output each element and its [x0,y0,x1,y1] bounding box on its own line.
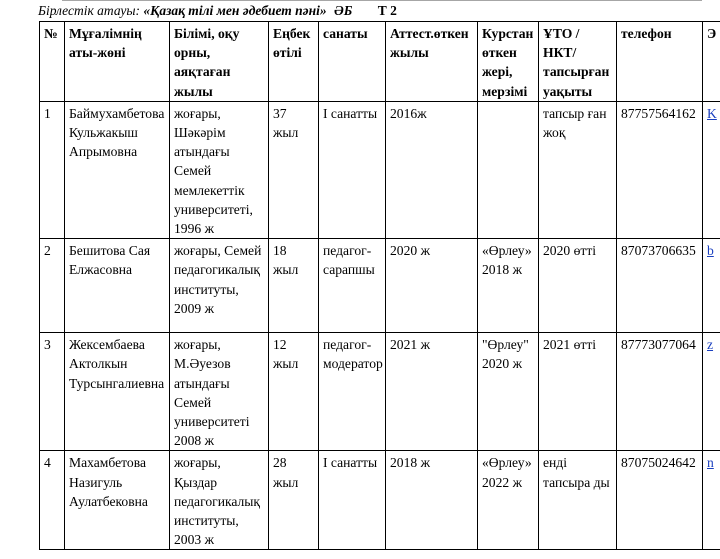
cell-email[interactable] [703,239,720,333]
cell-exam: енді тапсыра ды [539,451,617,550]
cell-education: жоғары, Қыздар педагогикалық институты, 2003 ж [170,451,269,550]
header-email: Э [703,22,720,102]
email-link[interactable]: n [707,455,714,471]
cell-experience: 18 жыл [269,239,319,333]
cell-experience: 28 жыл [269,451,319,550]
cell-teacher-name: Жексембаева Актолкын Турсынгалиевна [65,333,170,451]
caption-group: ӘБ [334,3,353,18]
cell-course: «Өрлеу» 2018 ж [478,239,539,333]
cell-teacher-name: Махамбетова Назигуль Аулатбековна [65,451,170,550]
cell-teacher-name: Баймухамбетова Кульжакыш Апрымовна [65,101,170,238]
cell-attestation: 2018 ж [386,451,478,550]
email-link[interactable]: b [707,243,714,259]
cell-category: педагог-сарапшы [319,239,386,333]
caption-label: Бірлестік атауы: [38,3,141,18]
header-exam: ҰТО /НКТ/ тапсырған уақыты [539,22,617,102]
cell-number: 3 [40,333,65,451]
table-row [40,101,720,238]
table-header-row [40,22,720,102]
cell-email[interactable] [703,101,720,238]
cell-education: жоғары, М.Әуезов атындағы Семей университеті 2008 ж [170,333,269,451]
cell-attestation: 2020 ж [386,239,478,333]
document-caption [38,3,397,19]
cell-exam: тапсыр ған жоқ [539,101,617,238]
caption-subject: «Қазақ тілі мен әдебиет пәні» [143,3,327,18]
email-link[interactable]: z [707,337,714,353]
cell-teacher-name: Бешитова Сая Елжасовна [65,239,170,333]
cell-category: І санатты [319,101,386,238]
cell-education: жоғары, Семей педагогикалық институты, 2009 ж [170,239,269,333]
cell-exam: 2021 өтті [539,333,617,451]
cell-phone: 87073706635 [617,239,703,333]
cell-phone: 87075024642 [617,451,703,550]
cell-phone: 87773077064 [617,333,703,451]
caption-title: Т 2 [377,3,397,18]
cell-email[interactable] [703,333,720,451]
cell-attestation: 2016ж [386,101,478,238]
cell-number: 4 [40,451,65,550]
cell-category: І санатты [319,451,386,550]
header-education: Білімі, оқу орны, аяқтаған жылы [170,22,269,102]
header-number: № [40,22,65,102]
cell-experience: 12 жыл [269,333,319,451]
cell-attestation: 2021 ж [386,333,478,451]
cell-exam: 2020 өтті [539,239,617,333]
header-teacher-name: Мұғалімнің аты-жөні [65,22,170,102]
cell-phone: 87757564162 [617,101,703,238]
teachers-table [39,21,720,550]
cell-experience: 37 жыл [269,101,319,238]
cell-course: «Өрлеу» 2022 ж [478,451,539,550]
top-border-fragment [62,0,702,2]
header-experience: Еңбек өтілі [269,22,319,102]
header-attestation: Аттест.өткен жылы [386,22,478,102]
cell-course: "Өрлеу" 2020 ж [478,333,539,451]
header-course: Курстан өткен жері, мерзімі [478,22,539,102]
header-phone: телефон [617,22,703,102]
cell-number: 2 [40,239,65,333]
email-link[interactable]: K [707,105,717,121]
cell-email[interactable] [703,451,720,550]
cell-education: жоғары, Шәкәрім атындағы Семей мемлекеттік университеті, 1996 ж [170,101,269,238]
cell-course [478,101,539,238]
table-row [40,451,720,550]
table-row [40,239,720,333]
header-category: санаты [319,22,386,102]
cell-category: педагог-модератор [319,333,386,451]
document-page [39,21,720,550]
cell-number: 1 [40,101,65,238]
table-row [40,333,720,451]
